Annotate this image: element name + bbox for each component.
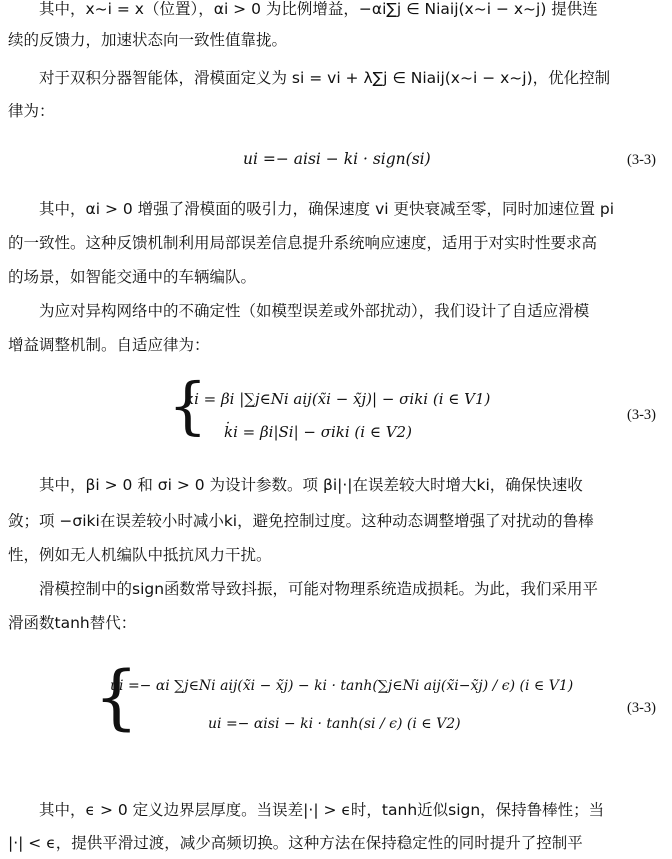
paragraph-6-line-1: 滑模控制中的sign函数常导致抖振，可能对物理系统造成损耗。为此，我们采用平 xyxy=(39,580,599,598)
paragraph-2-line-2: 律为： xyxy=(8,102,55,120)
paragraph-6-line-2: 滑函数tanh替代： xyxy=(8,614,137,632)
equation-1-number: (3-3) xyxy=(627,152,656,168)
paragraph-3-line-3: 的场景，如智能交通中的车辆编队。 xyxy=(8,268,257,286)
equation-2-number: (3-3) xyxy=(627,407,656,423)
paragraph-4-line-2: 增益调整机制。自适应律为： xyxy=(8,336,210,354)
equation-2-brace: { xyxy=(168,369,208,442)
equation-2 xyxy=(0,369,672,451)
equation-1 xyxy=(0,148,672,178)
equation-2-case-2: k̇i = βi|Si| − σiki (i ∈ V2) xyxy=(224,423,412,441)
paragraph-2-line-1: 对于双积分器智能体，滑模面定义为 si = vi + λ∑j ∈ Niaij(x~i − x~j)，优化控制 xyxy=(39,69,611,87)
paragraph-3-line-2: 的一致性。这种反馈机制利用局部误差信息提升系统响应速度，适用于对实时性要求高 xyxy=(8,234,598,252)
paragraph-3-line-1: 其中，αi > 0 增强了滑模面的吸引力，确保速度 vi 更快衰减至零，同时加速位置 pi xyxy=(39,200,615,218)
paragraph-5-line-2: 敛；项 −σiki在误差较小时减小ki，避免控制过度。这种动态调整增强了对扰动的鲁棒 xyxy=(8,512,594,530)
paragraph-7-line-2: |·| < ϵ，提供平滑过渡，减少高频切换。这种方法在保持稳定性的同时提升了控制平 xyxy=(8,834,583,852)
paragraph-5-line-3: 性，例如无人机编队中抵抗风力干扰。 xyxy=(8,546,272,564)
paragraph-4-line-1: 为应对异构网络中的不确定性（如模型误差或外部扰动），我们设计了自适应滑模 xyxy=(39,302,590,320)
equation-3-brace: { xyxy=(94,656,139,738)
equation-3-number: (3-3) xyxy=(627,700,656,716)
equation-3-case-2: ui =− αisi − ki · tanh(si / ϵ) (i ∈ V2) xyxy=(208,716,461,732)
paragraph-1-line-2: 续的反馈力，加速状态向一致性值靠拢。 xyxy=(8,31,288,49)
paragraph-5-line-1: 其中，βi > 0 和 σi > 0 为设计参数。项 βi|·|在误差较大时增大ki，确保快速收 xyxy=(39,476,583,494)
equation-1-body: ui =− aisi − ki · sign(si) xyxy=(243,150,431,168)
equation-3-case-1: ui =− αi ∑j∈Ni aij(x̃i − x̃j) − ki · tanh(∑j∈Ni aij(x̃i−x̃j) / ϵ) (i ∈ V1) xyxy=(110,678,574,694)
equation-3 xyxy=(0,656,672,744)
paragraph-7-line-1: 其中，ϵ > 0 定义边界层厚度。当误差|·| > ϵ时，tanh近似sign，保持鲁棒性；当 xyxy=(39,801,605,819)
paragraph-1-line-1: 其中，x~i = x（位置），αi > 0 为比例增益，−αi∑j ∈ Niaij(x~i − x~j) 提供连 xyxy=(39,0,598,18)
equation-2-case-1: k̇i = βi |∑j∈Ni aij(x̃i − x̃j)| − σiki (i ∈ V1) xyxy=(185,390,491,408)
